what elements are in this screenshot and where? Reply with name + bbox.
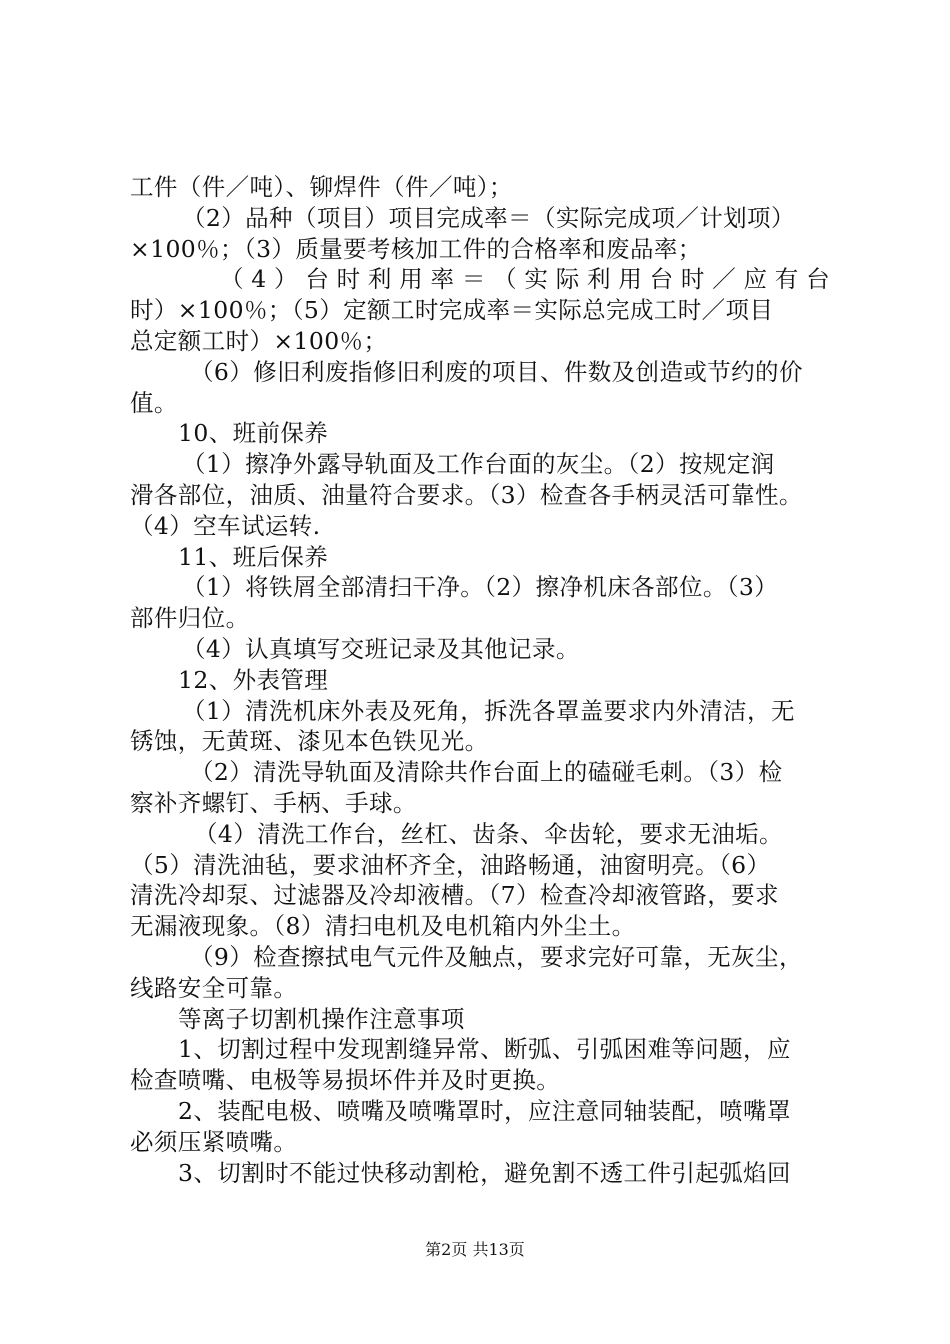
text-line: （9）检查擦拭电气元件及触点，要求完好可靠，无灰尘， <box>190 942 803 971</box>
text-line: ×100％；（3）质量要考核加工件的合格率和废品率； <box>130 234 702 263</box>
text-line: 3、切割时不能过快移动割枪，避免割不透工件引起弧焰回 <box>178 1158 791 1187</box>
text-line: 10、班前保养 <box>178 419 329 448</box>
text-line: （2）品种（项目）项目完成率＝（实际完成项／计划项） <box>182 203 795 232</box>
text-line: （1）擦净外露导轨面及工作台面的灰尘。（2）按规定润 <box>182 450 775 479</box>
text-line: （6）修旧利废指修旧利废的项目、件数及创造或节约的价 <box>190 357 803 386</box>
text-line: （2）清洗导轨面及清除共作台面上的磕碰毛刺。（3）检 <box>190 758 783 787</box>
text-line: 线路安全可靠。 <box>130 973 298 1002</box>
text-line: 必须压紧喷嘴。 <box>130 1127 298 1156</box>
text-line: 部件归位。 <box>130 604 250 633</box>
text-line: 值。 <box>130 388 178 417</box>
text-line: （4）清洗工作台，丝杠、齿条、伞齿轮，要求无油垢。 <box>194 819 783 848</box>
text-line: （5）清洗油毡，要求油杯齐全，油路畅通，油窗明亮。（6） <box>130 850 771 879</box>
body-text <box>130 172 830 1188</box>
text-line: 察补齐螺钉、手柄、手球。 <box>130 788 417 817</box>
text-line: 检查喷嘴、电极等易损坏件并及时更换。 <box>130 1066 561 1095</box>
text-line: 滑各部位，油质、油量符合要求。（3）检查各手柄灵活可靠性。 <box>130 480 803 509</box>
text-line: 总定额工时）×100％； <box>130 326 388 355</box>
text-line: 11、班后保养 <box>178 542 329 571</box>
text-line: （4）认真填写交班记录及其他记录。 <box>182 634 580 663</box>
text-line: 等离子切割机操作注意事项 <box>178 1004 465 1033</box>
text-line: 2、装配电极、喷嘴及喷嘴罩时，应注意同轴装配，喷嘴罩 <box>178 1096 791 1125</box>
text-line: 无漏液现象。（8）清扫电机及电机箱内外尘土。 <box>130 912 636 941</box>
text-line: （4）空车试运转. <box>130 511 321 540</box>
text-line: （1）清洗机床外表及死角，拆洗各罩盖要求内外清洁，无 <box>182 696 795 725</box>
text-line: 清洗冷却泵、过滤器及冷却液槽。（7）检查冷却液管路，要求 <box>130 881 779 910</box>
text-line: 12、外表管理 <box>178 665 329 694</box>
text-line: 1、切割过程中发现割缝异常、断弧、引弧困难等问题，应 <box>178 1035 791 1064</box>
page-footer: 第2页 共13页 <box>425 1240 525 1259</box>
text-line: 锈蚀，无黄斑、漆见本色铁见光。 <box>130 727 489 756</box>
text-line: （4）台时利用率＝（实际利用台时／应有台 <box>220 265 830 294</box>
text-line: （1）将铁屑全部清扫干净。（2）擦净机床各部位。（3） <box>182 573 779 602</box>
text-line: 时）×100％；（5）定额工时完成率＝实际总完成工时／项目 <box>130 296 774 325</box>
text-line: 工件（件／吨）、铆焊件（件／吨）； <box>130 173 513 201</box>
